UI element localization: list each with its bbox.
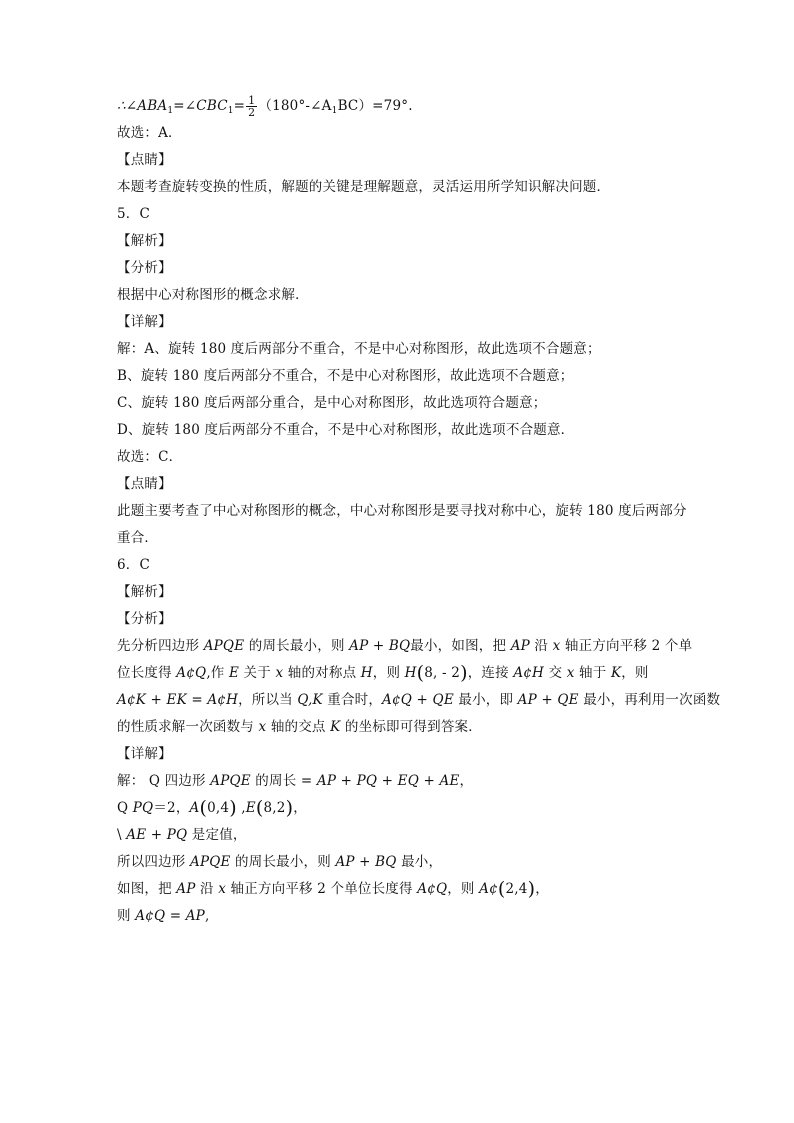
text-run: 最小，再利用一次函数: [578, 692, 721, 708]
text-line: [117, 660, 697, 687]
math-expression: ∴∠ABA: [117, 98, 168, 114]
text-line: [117, 822, 697, 849]
text-run: 所以四边形: [117, 854, 190, 870]
text-line: [117, 876, 697, 903]
text-run: ,作: [206, 665, 229, 681]
text-run: ，: [293, 800, 307, 816]
text-line: C、旋转 180 度后两部分重合，是中心对称图形，故此选项符合题意；: [117, 395, 547, 411]
subscript: 1: [167, 106, 174, 116]
text-run: \: [117, 827, 127, 843]
math-expression: A¢Q: [417, 881, 448, 897]
math-expression: BC）=79°.: [337, 98, 413, 114]
text-run: 重合时，: [322, 692, 383, 708]
math-expression: Q,K: [297, 692, 323, 708]
math-expression: K: [610, 665, 622, 681]
text-paragraph: 此题主要考查了中心对称图形的概念，中心对称图形是要寻找对称中心，旋转 180 度后两部分重合．: [117, 503, 687, 546]
text-run: 解： Q 四边形: [117, 773, 211, 789]
text-line: [117, 903, 697, 930]
math-expression: =∠CBC: [173, 98, 228, 114]
paren: (: [199, 797, 208, 819]
math-expression: 0,4: [207, 800, 230, 816]
math-expression: AP + BQ: [335, 854, 397, 870]
text-line: [117, 849, 697, 876]
text-run: ，: [459, 773, 474, 789]
text-line: 根据中心对称图形的概念求解．: [117, 287, 309, 303]
section-heading: 【解析】: [117, 584, 172, 600]
text-run: 轴正方向平移 2 个单位长度得: [226, 881, 418, 897]
text-line: B、旋转 180 度后两部分不重合，不是中心对称图形，故此选项不合题意；: [117, 368, 574, 384]
subscript: 1: [331, 106, 338, 116]
math-expression: 8,2: [263, 800, 286, 816]
math-expression: E: [245, 800, 256, 816]
paren: (: [416, 662, 425, 684]
text-run: 如图，把: [117, 881, 177, 897]
text-run: 最小，: [396, 854, 443, 870]
text-run: 最小，如图，把: [410, 638, 511, 654]
math-expression: A¢H: [513, 665, 545, 681]
math-expression: = AP + PQ + EQ + AE: [300, 773, 460, 789]
text-run: 关于: [239, 665, 276, 681]
text-run: 是定值，: [187, 827, 247, 843]
text-run: ,: [204, 908, 210, 924]
math-expression: x: [275, 665, 284, 681]
text-run: 轴的交点: [266, 719, 331, 735]
text-run: 交: [544, 665, 567, 681]
section-heading: 【详解】: [117, 746, 172, 762]
text-run: ，则: [447, 881, 480, 897]
math-expression: A¢Q + QE: [382, 692, 454, 708]
math-expression: x: [258, 719, 267, 735]
math-expression: x: [552, 638, 561, 654]
text-line: D、旋转 180 度后两部分不重合，不是中心对称图形，故此选项不合题意．: [117, 422, 575, 438]
math-expression: A¢: [479, 881, 498, 897]
paren: ): [527, 878, 536, 900]
answer-number: 5．C: [117, 206, 151, 222]
section-heading: 【详解】: [117, 314, 172, 330]
math-expression: x: [566, 665, 575, 681]
text-run: 轴于: [574, 665, 611, 681]
text-run: 沿: [195, 881, 219, 897]
text-line: [117, 93, 697, 120]
text-run: 的坐标即可得到答案．: [340, 719, 482, 735]
math-expression: APQE: [190, 854, 231, 870]
section-heading: 【解析】: [117, 233, 172, 249]
section-heading: 【点睛】: [117, 152, 172, 168]
math-expression: x: [218, 881, 227, 897]
text-line: [117, 687, 721, 714]
document-body: [117, 93, 721, 930]
text-run: ，: [535, 881, 549, 897]
math-expression: K: [330, 719, 341, 735]
math-expression: =: [233, 98, 246, 114]
paren: (: [255, 797, 264, 819]
text-run: 先分析四边形: [117, 638, 204, 654]
text-run: ，则: [621, 665, 649, 681]
text-line: 故选：A．: [117, 125, 182, 141]
math-expression: （180°-∠A: [258, 98, 332, 114]
text-run: ，则: [372, 665, 405, 681]
text-line: 本题考查旋转变换的性质，解题的关键是理解题意，灵活运用所学知识解决问题．: [117, 179, 611, 195]
section-heading: 【分析】: [117, 260, 172, 276]
math-expression: E: [229, 665, 240, 681]
math-expression: A¢Q: [176, 665, 207, 681]
paren: ): [460, 662, 468, 684]
paren: ): [229, 797, 237, 819]
answer-number: 6．C: [117, 557, 151, 573]
math-expression: AP + BQ: [349, 638, 411, 654]
text-line: [117, 714, 697, 741]
text-run: 位长度得: [117, 665, 177, 681]
math-expression: A¢Q = AP: [135, 908, 205, 924]
text-line: [117, 795, 697, 822]
section-heading: 【点睛】: [117, 476, 172, 492]
fraction-denominator: 2: [248, 106, 256, 119]
math-expression: AP + QE: [517, 692, 579, 708]
text-line: [117, 768, 697, 795]
text-run: 最小，即: [453, 692, 518, 708]
fraction-numerator: 1: [248, 94, 256, 107]
math-expression: AP: [176, 881, 196, 897]
text-run: 轴正方向平移 2 个单: [560, 638, 693, 654]
text-line: [117, 633, 697, 660]
text-run: 的周长最小，则: [230, 854, 336, 870]
text-run: 的周长最小，则: [244, 638, 350, 654]
text-run: 沿: [529, 638, 553, 654]
math-expression: 8, - 2: [424, 665, 461, 681]
math-expression: PQ: [132, 800, 154, 816]
text-run: Q: [117, 800, 133, 816]
text-run: 轴的对称点: [283, 665, 361, 681]
math-expression: AE + PQ: [126, 827, 188, 843]
math-expression: A¢K + EK = A¢H: [117, 692, 239, 708]
text-run: 的性质求解一次函数与: [117, 719, 259, 735]
text-line: 解：A、旋转 180 度后两部分不重合，不是中心对称图形，故此选项不合题意；: [117, 341, 601, 357]
text-run: ，连接: [467, 665, 514, 681]
math-expression: APQE: [210, 773, 251, 789]
paren: ): [285, 797, 294, 819]
math-expression: APQE: [203, 638, 245, 654]
paren: (: [497, 878, 506, 900]
math-expression: A: [189, 800, 200, 816]
section-heading: 【分析】: [117, 611, 172, 627]
math-expression: H: [404, 665, 417, 681]
text-run: 的周长: [250, 773, 301, 789]
text-run: ,: [236, 800, 246, 816]
math-expression: 2,4: [505, 881, 528, 897]
subscript: 1: [227, 106, 234, 116]
text-line: 故选：C．: [117, 449, 183, 465]
text-run: ，所以当: [238, 692, 298, 708]
text-run: 则: [117, 908, 136, 924]
text-run: ＝2，: [153, 800, 190, 816]
math-expression: H: [360, 665, 373, 681]
fraction: [246, 95, 257, 118]
math-expression: AP: [510, 638, 530, 654]
